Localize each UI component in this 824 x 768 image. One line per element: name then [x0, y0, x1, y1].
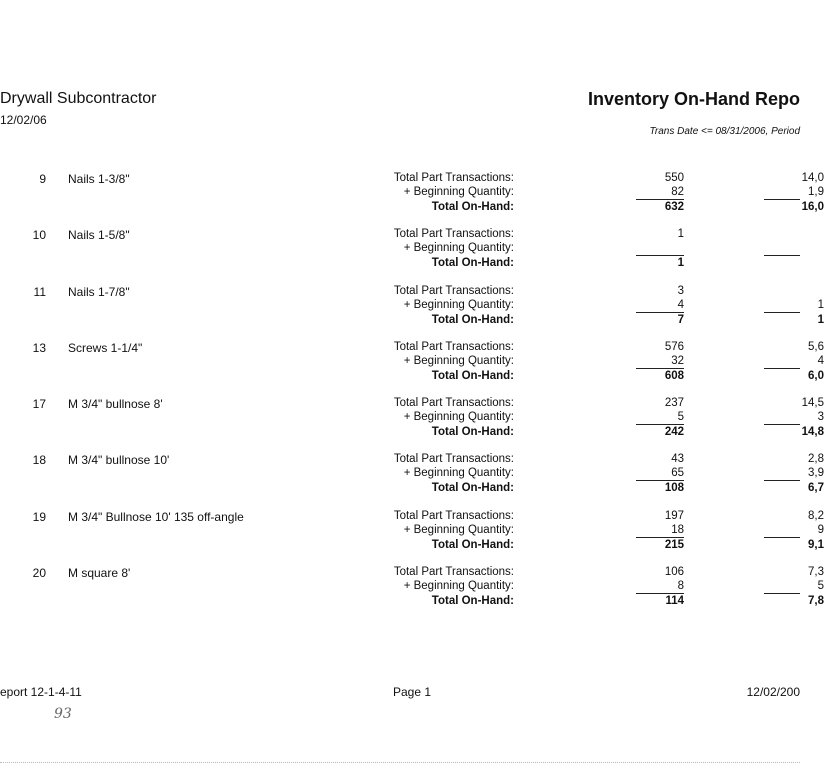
- subtotal-rule: [636, 199, 684, 200]
- qty-total-on-hand: 608: [664, 370, 684, 382]
- label-total-transactions: Total Part Transactions:: [393, 453, 514, 465]
- footer-report-id: eport 12-1-4-11: [0, 685, 82, 699]
- qty-total-on-hand: 632: [664, 201, 684, 213]
- qty-beginning-col2: 3,9: [808, 467, 824, 479]
- subtotal-rule-col2: [764, 199, 800, 200]
- label-beginning-quantity: + Beginning Quantity:: [403, 411, 514, 423]
- subtotal-rule: [636, 368, 684, 369]
- qty-beginning: 82: [671, 186, 684, 198]
- subtotal-rule: [636, 255, 684, 256]
- qty-beginning: 4: [677, 299, 684, 311]
- inventory-item: [0, 285, 824, 341]
- label-beginning-quantity: + Beginning Quantity:: [403, 524, 514, 536]
- report-date: 12/02/06: [0, 113, 47, 127]
- subtotal-rule: [636, 593, 684, 594]
- qty-transactions: 197: [664, 510, 684, 522]
- item-description: Nails 1-7/8": [68, 285, 130, 299]
- qty-transactions-col2: 14,5: [801, 397, 824, 409]
- qty-transactions: 106: [664, 566, 684, 578]
- label-total-transactions: Total Part Transactions:: [393, 341, 514, 353]
- label-total-transactions: Total Part Transactions:: [393, 397, 514, 409]
- subtotal-rule-col2: [764, 368, 800, 369]
- qty-total-on-hand-col2: 9,1: [808, 539, 824, 551]
- qty-beginning: 8: [677, 580, 684, 592]
- label-beginning-quantity: + Beginning Quantity:: [403, 467, 514, 479]
- label-total-on-hand: Total On-Hand:: [431, 595, 514, 607]
- qty-beginning-col2: 1,9: [808, 186, 824, 198]
- scan-edge-artifact: [0, 762, 800, 764]
- item-number: 11: [33, 285, 46, 299]
- subtotal-rule-col2: [764, 255, 800, 256]
- inventory-item: [0, 228, 800, 284]
- qty-beginning: 18: [671, 524, 684, 536]
- label-total-on-hand: Total On-Hand:: [431, 257, 514, 269]
- item-number: 19: [32, 510, 46, 524]
- inventory-item: [0, 172, 824, 228]
- label-total-on-hand: Total On-Hand:: [431, 370, 514, 382]
- footer-date: 12/02/200: [746, 685, 800, 699]
- label-total-transactions: Total Part Transactions:: [393, 285, 514, 297]
- qty-transactions-col2: 8,2: [808, 510, 824, 522]
- item-number: 9: [39, 172, 46, 186]
- qty-total-on-hand: 108: [664, 482, 684, 494]
- qty-beginning-col2: 1: [817, 299, 824, 311]
- subtotal-rule: [636, 480, 684, 481]
- qty-total-on-hand: 7: [677, 314, 684, 326]
- subtotal-rule-col2: [764, 537, 800, 538]
- item-description: Nails 1-5/8": [68, 228, 130, 242]
- item-description: M square 8': [68, 566, 131, 580]
- qty-beginning: 65: [671, 467, 684, 479]
- label-total-on-hand: Total On-Hand:: [431, 201, 514, 213]
- qty-total-on-hand-col2: 16,0: [801, 201, 824, 213]
- qty-total-on-hand-col2: 1: [817, 314, 824, 326]
- qty-beginning: 5: [677, 411, 684, 423]
- label-total-on-hand: Total On-Hand:: [431, 426, 514, 438]
- qty-beginning-col2: 5: [817, 580, 824, 592]
- company-name: Drywall Subcontractor: [0, 90, 157, 107]
- subtotal-rule-col2: [764, 480, 800, 481]
- label-beginning-quantity: + Beginning Quantity:: [403, 186, 514, 198]
- label-total-transactions: Total Part Transactions:: [393, 228, 514, 240]
- qty-transactions: 43: [671, 453, 684, 465]
- qty-beginning-col2: 3: [817, 411, 824, 423]
- qty-transactions: 550: [664, 172, 684, 184]
- handwritten-note: 93: [54, 706, 72, 722]
- label-total-on-hand: Total On-Hand:: [431, 314, 514, 326]
- item-number: 13: [32, 341, 46, 355]
- item-number: 18: [32, 453, 46, 467]
- qty-total-on-hand: 114: [665, 595, 684, 607]
- label-beginning-quantity: + Beginning Quantity:: [403, 580, 514, 592]
- label-total-transactions: Total Part Transactions:: [393, 566, 514, 578]
- qty-total-on-hand: 242: [664, 426, 684, 438]
- qty-transactions: 1: [677, 228, 684, 240]
- item-number: 10: [32, 228, 46, 242]
- qty-total-on-hand-col2: 6,0: [808, 370, 824, 382]
- label-total-on-hand: Total On-Hand:: [431, 482, 514, 494]
- qty-total-on-hand-col2: 6,7: [808, 482, 824, 494]
- item-description: M 3/4" bullnose 10': [68, 453, 170, 467]
- label-beginning-quantity: + Beginning Quantity:: [403, 299, 514, 311]
- qty-transactions-col2: 2,8: [808, 453, 824, 465]
- subtotal-rule-col2: [764, 312, 800, 313]
- label-total-on-hand: Total On-Hand:: [431, 539, 514, 551]
- qty-total-on-hand: 215: [664, 539, 684, 551]
- qty-total-on-hand: 1: [677, 257, 684, 269]
- inventory-item: [0, 341, 824, 397]
- item-description: Screws 1-1/4": [68, 341, 143, 355]
- inventory-item: [0, 397, 824, 453]
- qty-beginning-col2: 4: [817, 355, 824, 367]
- report-title: Inventory On-Hand Repo: [587, 89, 800, 109]
- qty-transactions-col2: 7,3: [808, 566, 824, 578]
- label-total-transactions: Total Part Transactions:: [393, 510, 514, 522]
- label-beginning-quantity: + Beginning Quantity:: [403, 242, 514, 254]
- subtotal-rule-col2: [764, 593, 800, 594]
- inventory-item: [0, 453, 824, 509]
- item-description: Nails 1-3/8": [68, 172, 130, 186]
- qty-beginning-col2: 9: [817, 524, 824, 536]
- qty-total-on-hand-col2: 7,8: [808, 595, 824, 607]
- qty-total-on-hand-col2: 14,8: [801, 426, 824, 438]
- subtotal-rule: [636, 312, 684, 313]
- qty-beginning: 32: [671, 355, 684, 367]
- subtotal-rule: [636, 537, 684, 538]
- item-description: M 3/4" bullnose 8': [68, 397, 163, 411]
- item-number: 20: [32, 566, 46, 580]
- inventory-item: [0, 566, 824, 622]
- qty-transactions: 237: [664, 397, 684, 409]
- qty-transactions-col2: 14,0: [801, 172, 824, 184]
- report-subtitle: Trans Date <= 08/31/2006, Period: [649, 126, 800, 137]
- subtotal-rule: [636, 424, 684, 425]
- qty-transactions: 3: [677, 285, 684, 297]
- qty-transactions: 576: [664, 341, 684, 353]
- qty-transactions-col2: 5,6: [808, 341, 824, 353]
- inventory-item: [0, 510, 824, 566]
- item-number: 17: [32, 397, 46, 411]
- item-description: M 3/4" Bullnose 10' 135 off-angle: [68, 510, 244, 524]
- footer-page-number: Page 1: [393, 685, 432, 699]
- label-total-transactions: Total Part Transactions:: [393, 172, 514, 184]
- subtotal-rule-col2: [764, 424, 800, 425]
- label-beginning-quantity: + Beginning Quantity:: [403, 355, 514, 367]
